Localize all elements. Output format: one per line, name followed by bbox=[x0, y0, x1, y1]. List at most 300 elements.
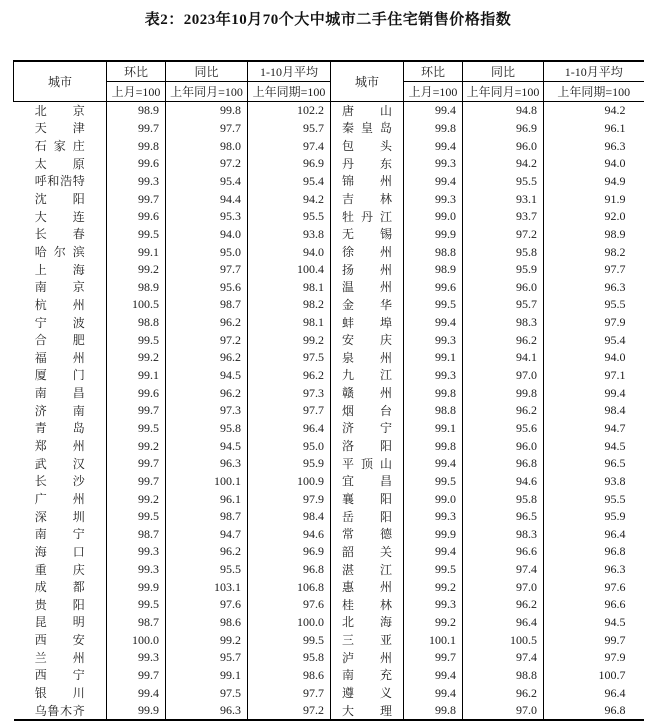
value-cell: 99.2 bbox=[166, 631, 248, 649]
value-cell: 95.5 bbox=[604, 491, 626, 506]
value-cell: 99.3 bbox=[404, 596, 463, 614]
value-cell: 96.2 bbox=[463, 402, 544, 420]
header-mom-left: 环比 bbox=[107, 61, 166, 82]
value-cell: 94.0 bbox=[248, 243, 331, 261]
value-cell: 95.0 bbox=[248, 437, 331, 455]
value-cell: 95.7 bbox=[166, 649, 248, 667]
table-header bbox=[14, 61, 644, 102]
value-cell: 99.5 bbox=[107, 331, 166, 349]
table-row bbox=[14, 490, 644, 508]
city-name: 合 肥 bbox=[34, 333, 85, 348]
value-cell: 99.1 bbox=[166, 667, 248, 685]
value-cell: 95.8 bbox=[463, 243, 544, 261]
city-name: 北 京 bbox=[34, 103, 85, 118]
table-row bbox=[14, 402, 644, 420]
value-cell: 97.2 bbox=[166, 331, 248, 349]
value-cell: 94.0 bbox=[604, 156, 626, 171]
value-cell: 97.5 bbox=[248, 349, 331, 367]
value-cell: 100.4 bbox=[248, 261, 331, 279]
value-cell: 99.3 bbox=[404, 155, 463, 173]
value-cell: 100.5 bbox=[107, 296, 166, 314]
value-cell: 93.1 bbox=[463, 190, 544, 208]
value-cell: 99.2 bbox=[107, 261, 166, 279]
city-cell bbox=[14, 278, 107, 296]
table-row bbox=[14, 614, 644, 632]
value-cell: 96.0 bbox=[463, 137, 544, 155]
city-cell bbox=[331, 190, 404, 208]
value-cell: 95.5 bbox=[248, 208, 331, 226]
value-cell: 99.7 bbox=[107, 472, 166, 490]
value-cell: 99.3 bbox=[107, 173, 166, 191]
value-cell: 95.7 bbox=[463, 296, 544, 314]
value-cell: 99.4 bbox=[404, 102, 463, 120]
header-city-right: 城市 bbox=[331, 61, 404, 102]
city-name: 海 口 bbox=[34, 544, 85, 559]
city-name: 北 海 bbox=[342, 615, 392, 630]
city-name: 广 州 bbox=[34, 491, 85, 506]
value-cell: 100.0 bbox=[248, 614, 331, 632]
value-cell: 96.9 bbox=[248, 543, 331, 561]
city-cell bbox=[331, 543, 404, 561]
value-cell: 99.3 bbox=[107, 649, 166, 667]
value-cell: 96.2 bbox=[463, 684, 544, 702]
city-name: 兰 州 bbox=[34, 650, 85, 665]
table-row bbox=[14, 225, 644, 243]
value-cell: 94.0 bbox=[166, 225, 248, 243]
value-cell: 99.0 bbox=[404, 490, 463, 508]
value-cell: 100.0 bbox=[107, 631, 166, 649]
value-cell: 94.5 bbox=[604, 615, 626, 629]
city-cell bbox=[14, 261, 107, 279]
table-row bbox=[14, 561, 644, 579]
value-cell: 99.3 bbox=[107, 543, 166, 561]
table-row bbox=[14, 243, 644, 261]
value-cell: 102.2 bbox=[248, 102, 331, 120]
city-name: 包 头 bbox=[342, 139, 392, 154]
city-name: 沈 阳 bbox=[34, 192, 85, 207]
city-cell bbox=[14, 120, 107, 138]
city-name: 武 汉 bbox=[34, 456, 85, 471]
city-cell bbox=[14, 208, 107, 226]
value-cell: 98.9 bbox=[107, 102, 166, 120]
city-cell bbox=[331, 667, 404, 685]
header-yoy-base-right: 上年同月=100 bbox=[463, 82, 544, 102]
city-cell bbox=[14, 649, 107, 667]
city-name: 重 庆 bbox=[34, 562, 85, 577]
value-cell: 96.2 bbox=[248, 367, 331, 385]
city-name: 大 连 bbox=[34, 209, 85, 224]
city-cell bbox=[14, 155, 107, 173]
city-cell bbox=[331, 420, 404, 438]
city-name: 成 都 bbox=[34, 580, 85, 595]
city-name: 泉 州 bbox=[342, 350, 392, 365]
value-cell: 99.5 bbox=[107, 420, 166, 438]
value-cell: 98.9 bbox=[604, 226, 626, 241]
value-cell: 96.2 bbox=[166, 314, 248, 332]
city-name: 济 宁 bbox=[342, 421, 392, 436]
value-cell: 95.6 bbox=[463, 420, 544, 438]
value-cell: 99.1 bbox=[404, 420, 463, 438]
value-cell: 99.5 bbox=[248, 631, 331, 649]
value-cell: 99.7 bbox=[107, 190, 166, 208]
value-cell: 96.3 bbox=[166, 455, 248, 473]
value-cell: 99.7 bbox=[604, 632, 626, 647]
value-cell: 97.5 bbox=[166, 684, 248, 702]
value-cell: 99.2 bbox=[107, 349, 166, 367]
value-cell: 95.5 bbox=[166, 561, 248, 579]
value-cell: 99.4 bbox=[404, 684, 463, 702]
value-cell: 99.1 bbox=[107, 367, 166, 385]
city-cell bbox=[331, 155, 404, 173]
value-cell: 95.9 bbox=[248, 455, 331, 473]
value-cell: 96.4 bbox=[604, 685, 626, 700]
city-cell bbox=[14, 190, 107, 208]
header-avg-base-left: 上年同期=100 bbox=[248, 82, 331, 102]
city-name: 大 理 bbox=[342, 703, 392, 718]
city-cell bbox=[331, 261, 404, 279]
value-cell: 96.8 bbox=[463, 455, 544, 473]
value-cell: 97.2 bbox=[463, 225, 544, 243]
city-name: 宜 昌 bbox=[342, 474, 392, 489]
city-name: 呼 和 浩 特 bbox=[34, 174, 85, 189]
city-cell bbox=[14, 296, 107, 314]
city-cell bbox=[331, 472, 404, 490]
value-cell: 99.8 bbox=[404, 384, 463, 402]
city-name: 秦 皇 岛 bbox=[342, 121, 392, 136]
value-cell: 97.0 bbox=[463, 578, 544, 596]
value-cell: 91.9 bbox=[604, 191, 626, 206]
city-cell bbox=[331, 225, 404, 243]
city-cell bbox=[14, 384, 107, 402]
city-cell bbox=[331, 525, 404, 543]
header-yoy-right: 同比 bbox=[463, 61, 544, 82]
value-cell: 99.8 bbox=[463, 384, 544, 402]
table-row bbox=[14, 543, 644, 561]
value-cell: 94.6 bbox=[463, 472, 544, 490]
city-name: 济 南 bbox=[34, 403, 85, 418]
city-name: 金 华 bbox=[342, 297, 392, 312]
value-cell: 95.9 bbox=[463, 261, 544, 279]
value-cell: 99.6 bbox=[107, 208, 166, 226]
table-row bbox=[14, 261, 644, 279]
value-cell: 97.9 bbox=[604, 650, 626, 665]
header-yoy-base-left: 上年同月=100 bbox=[166, 82, 248, 102]
value-cell: 98.2 bbox=[604, 244, 626, 259]
value-cell: 96.3 bbox=[166, 702, 248, 721]
city-cell bbox=[14, 455, 107, 473]
city-cell bbox=[331, 243, 404, 261]
city-name: 洛 阳 bbox=[342, 439, 392, 454]
city-cell bbox=[331, 331, 404, 349]
value-cell: 96.2 bbox=[463, 331, 544, 349]
value-cell: 98.7 bbox=[107, 614, 166, 632]
city-name: 唐 山 bbox=[342, 103, 392, 118]
city-name: 宁 波 bbox=[34, 315, 85, 330]
price-index-table bbox=[13, 60, 644, 721]
city-cell bbox=[331, 614, 404, 632]
city-cell bbox=[331, 173, 404, 191]
city-cell bbox=[14, 631, 107, 649]
value-cell: 93.8 bbox=[248, 225, 331, 243]
city-name: 徐 州 bbox=[342, 244, 392, 259]
value-cell: 95.8 bbox=[463, 490, 544, 508]
table-row bbox=[14, 296, 644, 314]
value-cell: 99.4 bbox=[404, 137, 463, 155]
city-name: 湛 江 bbox=[342, 562, 392, 577]
city-name: 遵 义 bbox=[342, 685, 392, 700]
city-name: 赣 州 bbox=[342, 386, 392, 401]
city-name: 惠 州 bbox=[342, 580, 392, 595]
value-cell: 96.2 bbox=[166, 543, 248, 561]
city-name: 南 宁 bbox=[34, 527, 85, 542]
value-cell: 99.6 bbox=[404, 278, 463, 296]
city-cell bbox=[331, 102, 404, 120]
city-name: 深 圳 bbox=[34, 509, 85, 524]
value-cell: 95.4 bbox=[166, 173, 248, 191]
value-cell: 97.4 bbox=[463, 649, 544, 667]
table-row bbox=[14, 667, 644, 685]
header-mom-base-left: 上月=100 bbox=[107, 82, 166, 102]
city-cell bbox=[331, 596, 404, 614]
city-cell bbox=[331, 437, 404, 455]
city-name: 银 川 bbox=[34, 685, 85, 700]
value-cell: 96.1 bbox=[604, 121, 626, 136]
value-cell: 96.4 bbox=[463, 614, 544, 632]
value-cell: 106.8 bbox=[248, 578, 331, 596]
city-name: 厦 门 bbox=[34, 368, 85, 383]
city-name: 平 顶 山 bbox=[342, 456, 392, 471]
table-row bbox=[14, 102, 644, 120]
city-name: 长 春 bbox=[34, 227, 85, 242]
table-body bbox=[14, 102, 644, 721]
city-cell bbox=[14, 102, 107, 120]
city-name: 郑 州 bbox=[34, 439, 85, 454]
table-row bbox=[14, 384, 644, 402]
city-name: 青 岛 bbox=[34, 421, 85, 436]
value-cell: 99.3 bbox=[404, 367, 463, 385]
value-cell: 97.0 bbox=[463, 702, 544, 721]
city-cell bbox=[14, 437, 107, 455]
value-cell: 99.5 bbox=[107, 225, 166, 243]
city-name: 烟 台 bbox=[342, 403, 392, 418]
value-cell: 94.4 bbox=[166, 190, 248, 208]
table-row bbox=[14, 190, 644, 208]
city-cell bbox=[331, 349, 404, 367]
value-cell: 98.2 bbox=[248, 296, 331, 314]
city-cell bbox=[14, 578, 107, 596]
header-city-left: 城市 bbox=[14, 61, 107, 102]
city-cell bbox=[14, 508, 107, 526]
value-cell: 100.1 bbox=[166, 472, 248, 490]
table-row bbox=[14, 120, 644, 138]
header-avg-right: 1-10月平均 bbox=[544, 61, 644, 82]
city-cell bbox=[14, 702, 107, 721]
city-name: 锦 州 bbox=[342, 174, 392, 189]
value-cell: 99.8 bbox=[404, 702, 463, 721]
value-cell: 96.0 bbox=[463, 437, 544, 455]
value-cell: 95.4 bbox=[248, 173, 331, 191]
value-cell: 96.4 bbox=[604, 526, 626, 541]
value-cell: 97.7 bbox=[166, 261, 248, 279]
header-avg-base-right: 上年同期=100 bbox=[544, 82, 644, 102]
value-cell: 96.4 bbox=[248, 420, 331, 438]
value-cell: 95.0 bbox=[166, 243, 248, 261]
city-name: 泸 州 bbox=[342, 650, 392, 665]
value-cell: 99.8 bbox=[166, 102, 248, 120]
value-cell: 99.7 bbox=[107, 455, 166, 473]
city-cell bbox=[14, 402, 107, 420]
value-cell: 99.1 bbox=[404, 349, 463, 367]
value-cell: 99.2 bbox=[107, 437, 166, 455]
table-row bbox=[14, 349, 644, 367]
value-cell: 97.9 bbox=[248, 490, 331, 508]
value-cell: 99.9 bbox=[107, 578, 166, 596]
table-row bbox=[14, 173, 644, 191]
value-cell: 98.4 bbox=[604, 403, 626, 418]
value-cell: 100.7 bbox=[598, 667, 626, 682]
city-cell bbox=[14, 225, 107, 243]
city-name: 三 亚 bbox=[342, 633, 392, 648]
value-cell: 99.7 bbox=[107, 402, 166, 420]
value-cell: 94.5 bbox=[166, 367, 248, 385]
value-cell: 99.5 bbox=[107, 508, 166, 526]
value-cell: 99.5 bbox=[404, 296, 463, 314]
value-cell: 98.3 bbox=[463, 525, 544, 543]
value-cell: 99.9 bbox=[107, 702, 166, 721]
value-cell: 100.5 bbox=[463, 631, 544, 649]
table-row bbox=[14, 208, 644, 226]
city-cell bbox=[14, 367, 107, 385]
header-avg-left: 1-10月平均 bbox=[248, 61, 331, 82]
city-cell bbox=[14, 614, 107, 632]
value-cell: 94.6 bbox=[248, 525, 331, 543]
value-cell: 98.4 bbox=[248, 508, 331, 526]
value-cell: 96.8 bbox=[604, 544, 626, 559]
city-cell bbox=[331, 296, 404, 314]
value-cell: 96.1 bbox=[166, 490, 248, 508]
value-cell: 99.7 bbox=[107, 667, 166, 685]
city-cell bbox=[14, 490, 107, 508]
value-cell: 98.0 bbox=[166, 137, 248, 155]
table-row bbox=[14, 314, 644, 332]
value-cell: 98.7 bbox=[107, 525, 166, 543]
value-cell: 98.7 bbox=[166, 296, 248, 314]
city-cell bbox=[331, 702, 404, 721]
city-name: 太 原 bbox=[34, 156, 85, 171]
value-cell: 96.2 bbox=[463, 596, 544, 614]
value-cell: 96.8 bbox=[248, 561, 331, 579]
value-cell: 99.8 bbox=[107, 137, 166, 155]
city-cell bbox=[331, 278, 404, 296]
value-cell: 98.6 bbox=[248, 667, 331, 685]
city-name: 杭 州 bbox=[34, 297, 85, 312]
value-cell: 94.2 bbox=[604, 103, 626, 118]
value-cell: 96.0 bbox=[463, 278, 544, 296]
value-cell: 97.7 bbox=[166, 120, 248, 138]
city-cell bbox=[14, 349, 107, 367]
value-cell: 94.5 bbox=[604, 438, 626, 453]
value-cell: 95.9 bbox=[604, 509, 626, 524]
value-cell: 98.1 bbox=[248, 314, 331, 332]
value-cell: 97.6 bbox=[166, 596, 248, 614]
city-cell bbox=[331, 578, 404, 596]
value-cell: 99.2 bbox=[404, 578, 463, 596]
city-cell bbox=[14, 543, 107, 561]
value-cell: 96.6 bbox=[463, 543, 544, 561]
value-cell: 98.7 bbox=[166, 508, 248, 526]
value-cell: 100.9 bbox=[248, 472, 331, 490]
table-row bbox=[14, 137, 644, 155]
value-cell: 97.9 bbox=[604, 315, 626, 330]
city-cell bbox=[14, 173, 107, 191]
city-cell bbox=[14, 314, 107, 332]
value-cell: 99.4 bbox=[107, 684, 166, 702]
city-name: 丹 东 bbox=[342, 156, 392, 171]
value-cell: 99.3 bbox=[404, 190, 463, 208]
city-name: 温 州 bbox=[342, 280, 392, 295]
value-cell: 94.7 bbox=[604, 420, 626, 435]
value-cell: 96.5 bbox=[604, 456, 626, 471]
value-cell: 99.4 bbox=[404, 455, 463, 473]
value-cell: 94.5 bbox=[166, 437, 248, 455]
value-cell: 94.2 bbox=[463, 155, 544, 173]
header-mom-base-right: 上月=100 bbox=[404, 82, 463, 102]
city-name: 牡 丹 江 bbox=[342, 209, 392, 224]
value-cell: 98.8 bbox=[404, 243, 463, 261]
value-cell: 96.6 bbox=[604, 597, 626, 612]
value-cell: 97.4 bbox=[248, 137, 331, 155]
value-cell: 98.8 bbox=[463, 667, 544, 685]
city-name: 蚌 埠 bbox=[342, 315, 392, 330]
table-row bbox=[14, 278, 644, 296]
city-name: 吉 林 bbox=[342, 192, 392, 207]
value-cell: 99.5 bbox=[404, 561, 463, 579]
city-cell bbox=[14, 667, 107, 685]
city-cell bbox=[331, 120, 404, 138]
value-cell: 97.7 bbox=[248, 402, 331, 420]
value-cell: 94.8 bbox=[463, 102, 544, 120]
value-cell: 95.6 bbox=[166, 278, 248, 296]
value-cell: 94.7 bbox=[166, 525, 248, 543]
city-name: 九 江 bbox=[342, 368, 392, 383]
value-cell: 96.8 bbox=[604, 703, 626, 718]
city-name: 常 德 bbox=[342, 527, 392, 542]
value-cell: 97.1 bbox=[604, 368, 626, 383]
city-name: 南 昌 bbox=[34, 386, 85, 401]
city-cell bbox=[331, 490, 404, 508]
value-cell: 99.4 bbox=[404, 314, 463, 332]
value-cell: 99.5 bbox=[404, 472, 463, 490]
table-row bbox=[14, 331, 644, 349]
city-name: 韶 关 bbox=[342, 544, 392, 559]
city-name: 南 充 bbox=[342, 668, 392, 683]
city-cell bbox=[14, 420, 107, 438]
value-cell: 99.9 bbox=[404, 525, 463, 543]
value-cell: 99.7 bbox=[404, 649, 463, 667]
value-cell: 99.6 bbox=[107, 384, 166, 402]
city-name: 西 安 bbox=[34, 633, 85, 648]
city-cell bbox=[331, 684, 404, 702]
value-cell: 98.9 bbox=[107, 278, 166, 296]
city-cell bbox=[14, 525, 107, 543]
value-cell: 97.6 bbox=[604, 579, 626, 594]
value-cell: 98.8 bbox=[404, 402, 463, 420]
city-cell bbox=[331, 367, 404, 385]
table-row bbox=[14, 649, 644, 667]
value-cell: 96.2 bbox=[166, 384, 248, 402]
value-cell: 99.2 bbox=[107, 490, 166, 508]
value-cell: 96.3 bbox=[604, 138, 626, 153]
